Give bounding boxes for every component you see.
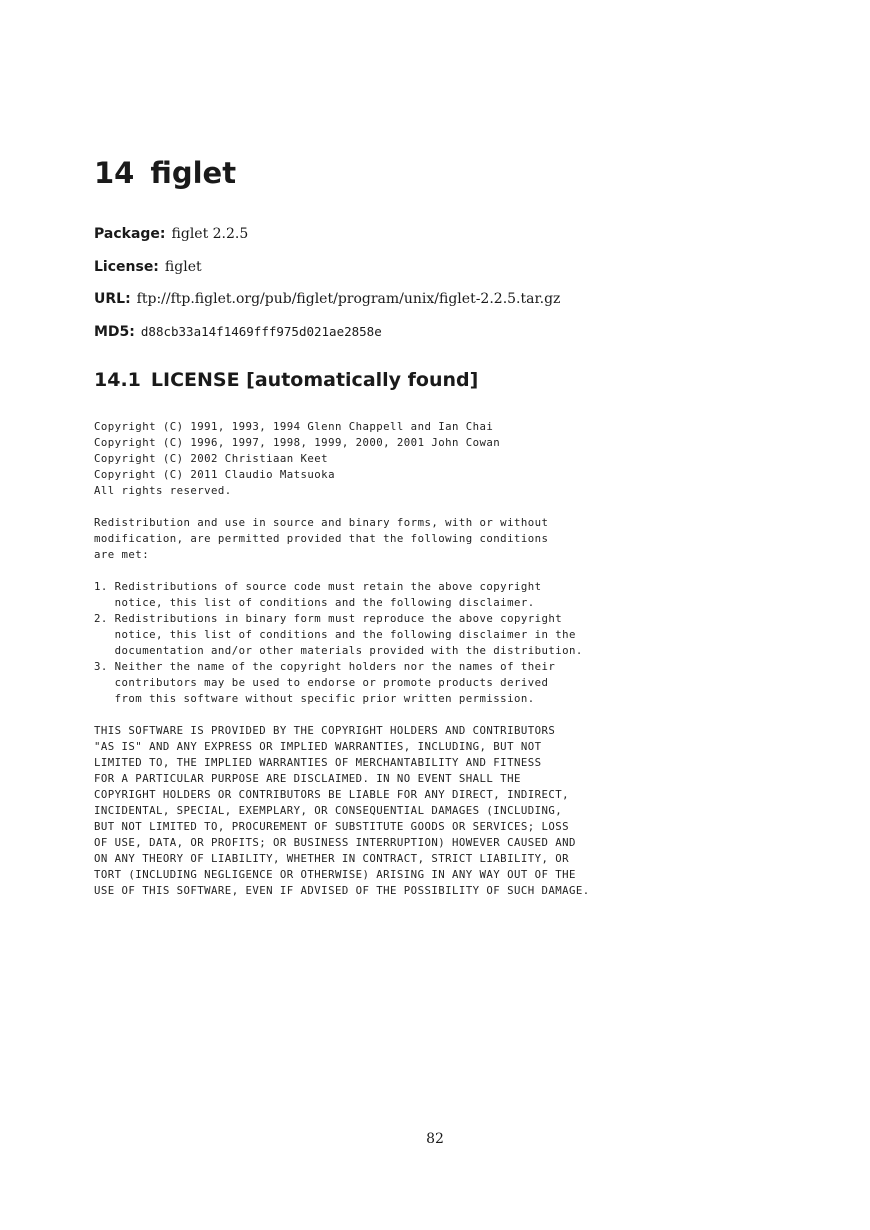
section-title: LICENSE [automatically found] — [150, 369, 479, 391]
url-label: URL: — [94, 291, 131, 307]
package-value: figlet 2.2.5 — [171, 226, 249, 242]
license-label: License: — [94, 259, 159, 275]
license-text-block: Copyright (C) 1991, 1993, 1994 Glenn Chappell and Ian Chai Copyright (C) 1996, 1997, 1998, 1999, 2000, 2001 John Cowan Copyright (C) 2002 Christiaan Keet Copyright (C) 2011 Claudio Matsuoka All rights reserved. Redistribution and use in source and binary forms, with or without modification, are permitted provided that the following conditions are met: 1. Redistributions of source code must retain the above copyright notice, this list of conditions and the following disclaimer. 2. Redistributions in binary form must reproduce the above copyright notice, this list of conditions and the following disclaimer in the documentation and/or other materials provided with the distribution. 3. Neither the name of the copyright holders nor the names of their contributors may be used to endorse or promote products derived from this software without specific prior written permission. THIS SOFTWARE IS PROVIDED BY THE COPYRIGHT HOLDERS AND CONTRIBUTORS "AS IS" AND ANY EXPRESS OR IMPLIED WARRANTIES, INCLUDING, BUT NOT LIMITED TO, THE IMPLIED WARRANTIES OF MERCHANTABILITY AND FITNESS FOR A PARTICULAR PURPOSE ARE DISCLAIMED. IN NO EVENT SHALL THE COPYRIGHT HOLDERS OR CONTRIBUTORS BE LIABLE FOR ANY DIRECT, INDIRECT, INCIDENTAL, SPECIAL, EXEMPLARY, OR CONSEQUENTIAL DAMAGES (INCLUDING, BUT NOT LIMITED TO, PROCUREMENT OF SUBSTITUTE GOODS OR SERVICES; LOSS OF USE, DATA, OR PROFITS; OR BUSINESS INTERRUPTION) HOWEVER CAUSED AND ON ANY THEORY OF LIABILITY, WHETHER IN CONTRACT, STRICT LIABILITY, OR TORT (INCLUDING NEGLIGENCE OR OTHERWISE) ARISING IN ANY WAY OUT OF THE USE OF THIS SOFTWARE, EVEN IF ADVISED OF THE POSSIBILITY OF SUCH DAMAGE. — [94, 420, 590, 897]
chapter-title: figlet — [150, 156, 237, 190]
section-number: 14.1 — [94, 369, 141, 391]
md5-row — [94, 324, 382, 341]
license-value: figlet — [164, 259, 202, 275]
section-heading — [94, 369, 478, 391]
license-row — [94, 259, 202, 276]
md5-value: d88cb33a14f1469fff975d021ae2858e — [140, 324, 382, 339]
url-row — [94, 291, 560, 308]
chapter-number: 14 — [94, 156, 135, 190]
chapter-heading — [94, 156, 236, 190]
url-value: ftp://ftp.figlet.org/pub/figlet/program/unix/figlet-2.2.5.tar.gz — [136, 291, 561, 307]
package-label: Package: — [94, 226, 166, 242]
package-row — [94, 226, 248, 243]
md5-label: MD5: — [94, 324, 135, 340]
page-number: 82 — [426, 1131, 444, 1147]
